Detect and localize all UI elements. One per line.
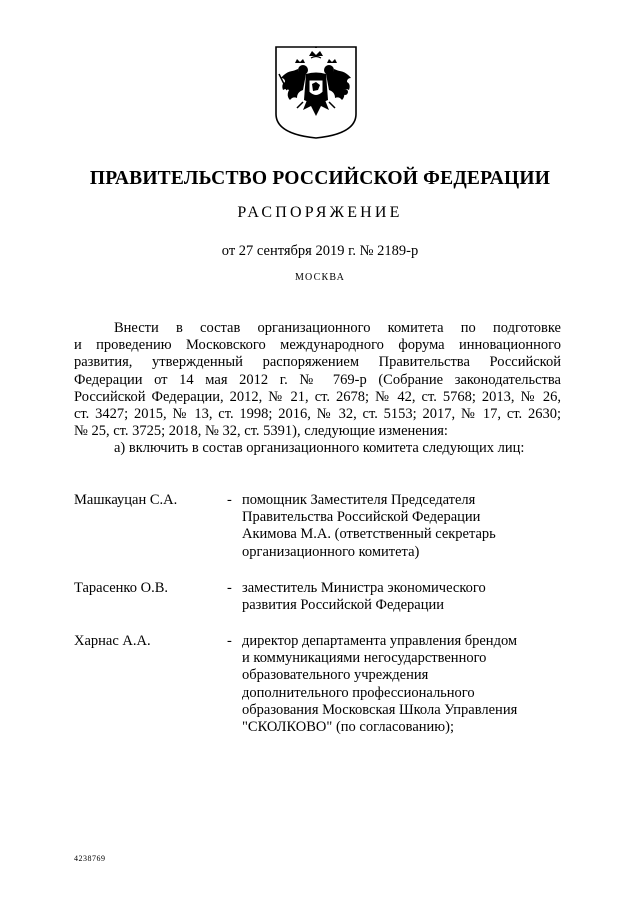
intro-line: и проведению Московского международного форума инновационного (74, 337, 561, 354)
intro-line-last: № 25, ст. 3725; 2018, № 32, ст. 5391), следующие изменения: (74, 423, 448, 440)
sub-item-a: а) включить в состав организационного комитета следующих лиц: (114, 440, 525, 457)
intro-line: ст. 3427; 2015, № 13, ст. 1998; 2016, № 32, ст. 5153; 2017, № 17, ст. 2630; (74, 406, 561, 423)
document-date-number: от 27 сентября 2019 г. № 2189-р (221, 243, 419, 259)
member-dash: - (227, 580, 232, 596)
document-city: МОСКВА (294, 272, 346, 283)
government-title: ПРАВИТЕЛЬСТВО РОССИЙСКОЙ ФЕДЕРАЦИИ (89, 168, 551, 189)
intro-line: Внести в состав организационного комитета по подготовке (114, 320, 561, 336)
member-position: помощник Заместителя Председателя Правительства Российской Федерации Акимова М.А. (ответственный секретарь организационного комитета) (242, 492, 496, 560)
member-name: Харнас А.А. (74, 633, 151, 649)
member-position: директор департамента управления брендом и коммуникациями негосударственного образовательного учреждения дополнительного профессионального образования Московская Школа Управления "СКОЛКОВО" (по согласованию); (242, 633, 518, 736)
order-body (74, 320, 561, 458)
document-code: 4238769 (74, 854, 106, 863)
document-type: РАСПОРЯЖЕНИЕ (237, 204, 403, 221)
member-name: Тарасенко О.В. (74, 580, 169, 596)
member-position: заместитель Министра экономического развития Российской Федерации (242, 580, 486, 614)
member-dash: - (227, 492, 232, 508)
member-dash: - (227, 633, 232, 649)
intro-line: развития, утвержденный распоряжением Правительства Российской (74, 354, 561, 371)
member-name: Машкауцан С.А. (74, 492, 178, 508)
intro-line: Российской Федерации, 2012, № 21, ст. 2678; № 42, ст. 5768; 2013, № 26, (74, 388, 561, 405)
intro-line: Федерации от 14 мая 2012 г. № 769-р (Собрание законодательства (74, 371, 561, 388)
coat-of-arms-icon (273, 44, 359, 140)
